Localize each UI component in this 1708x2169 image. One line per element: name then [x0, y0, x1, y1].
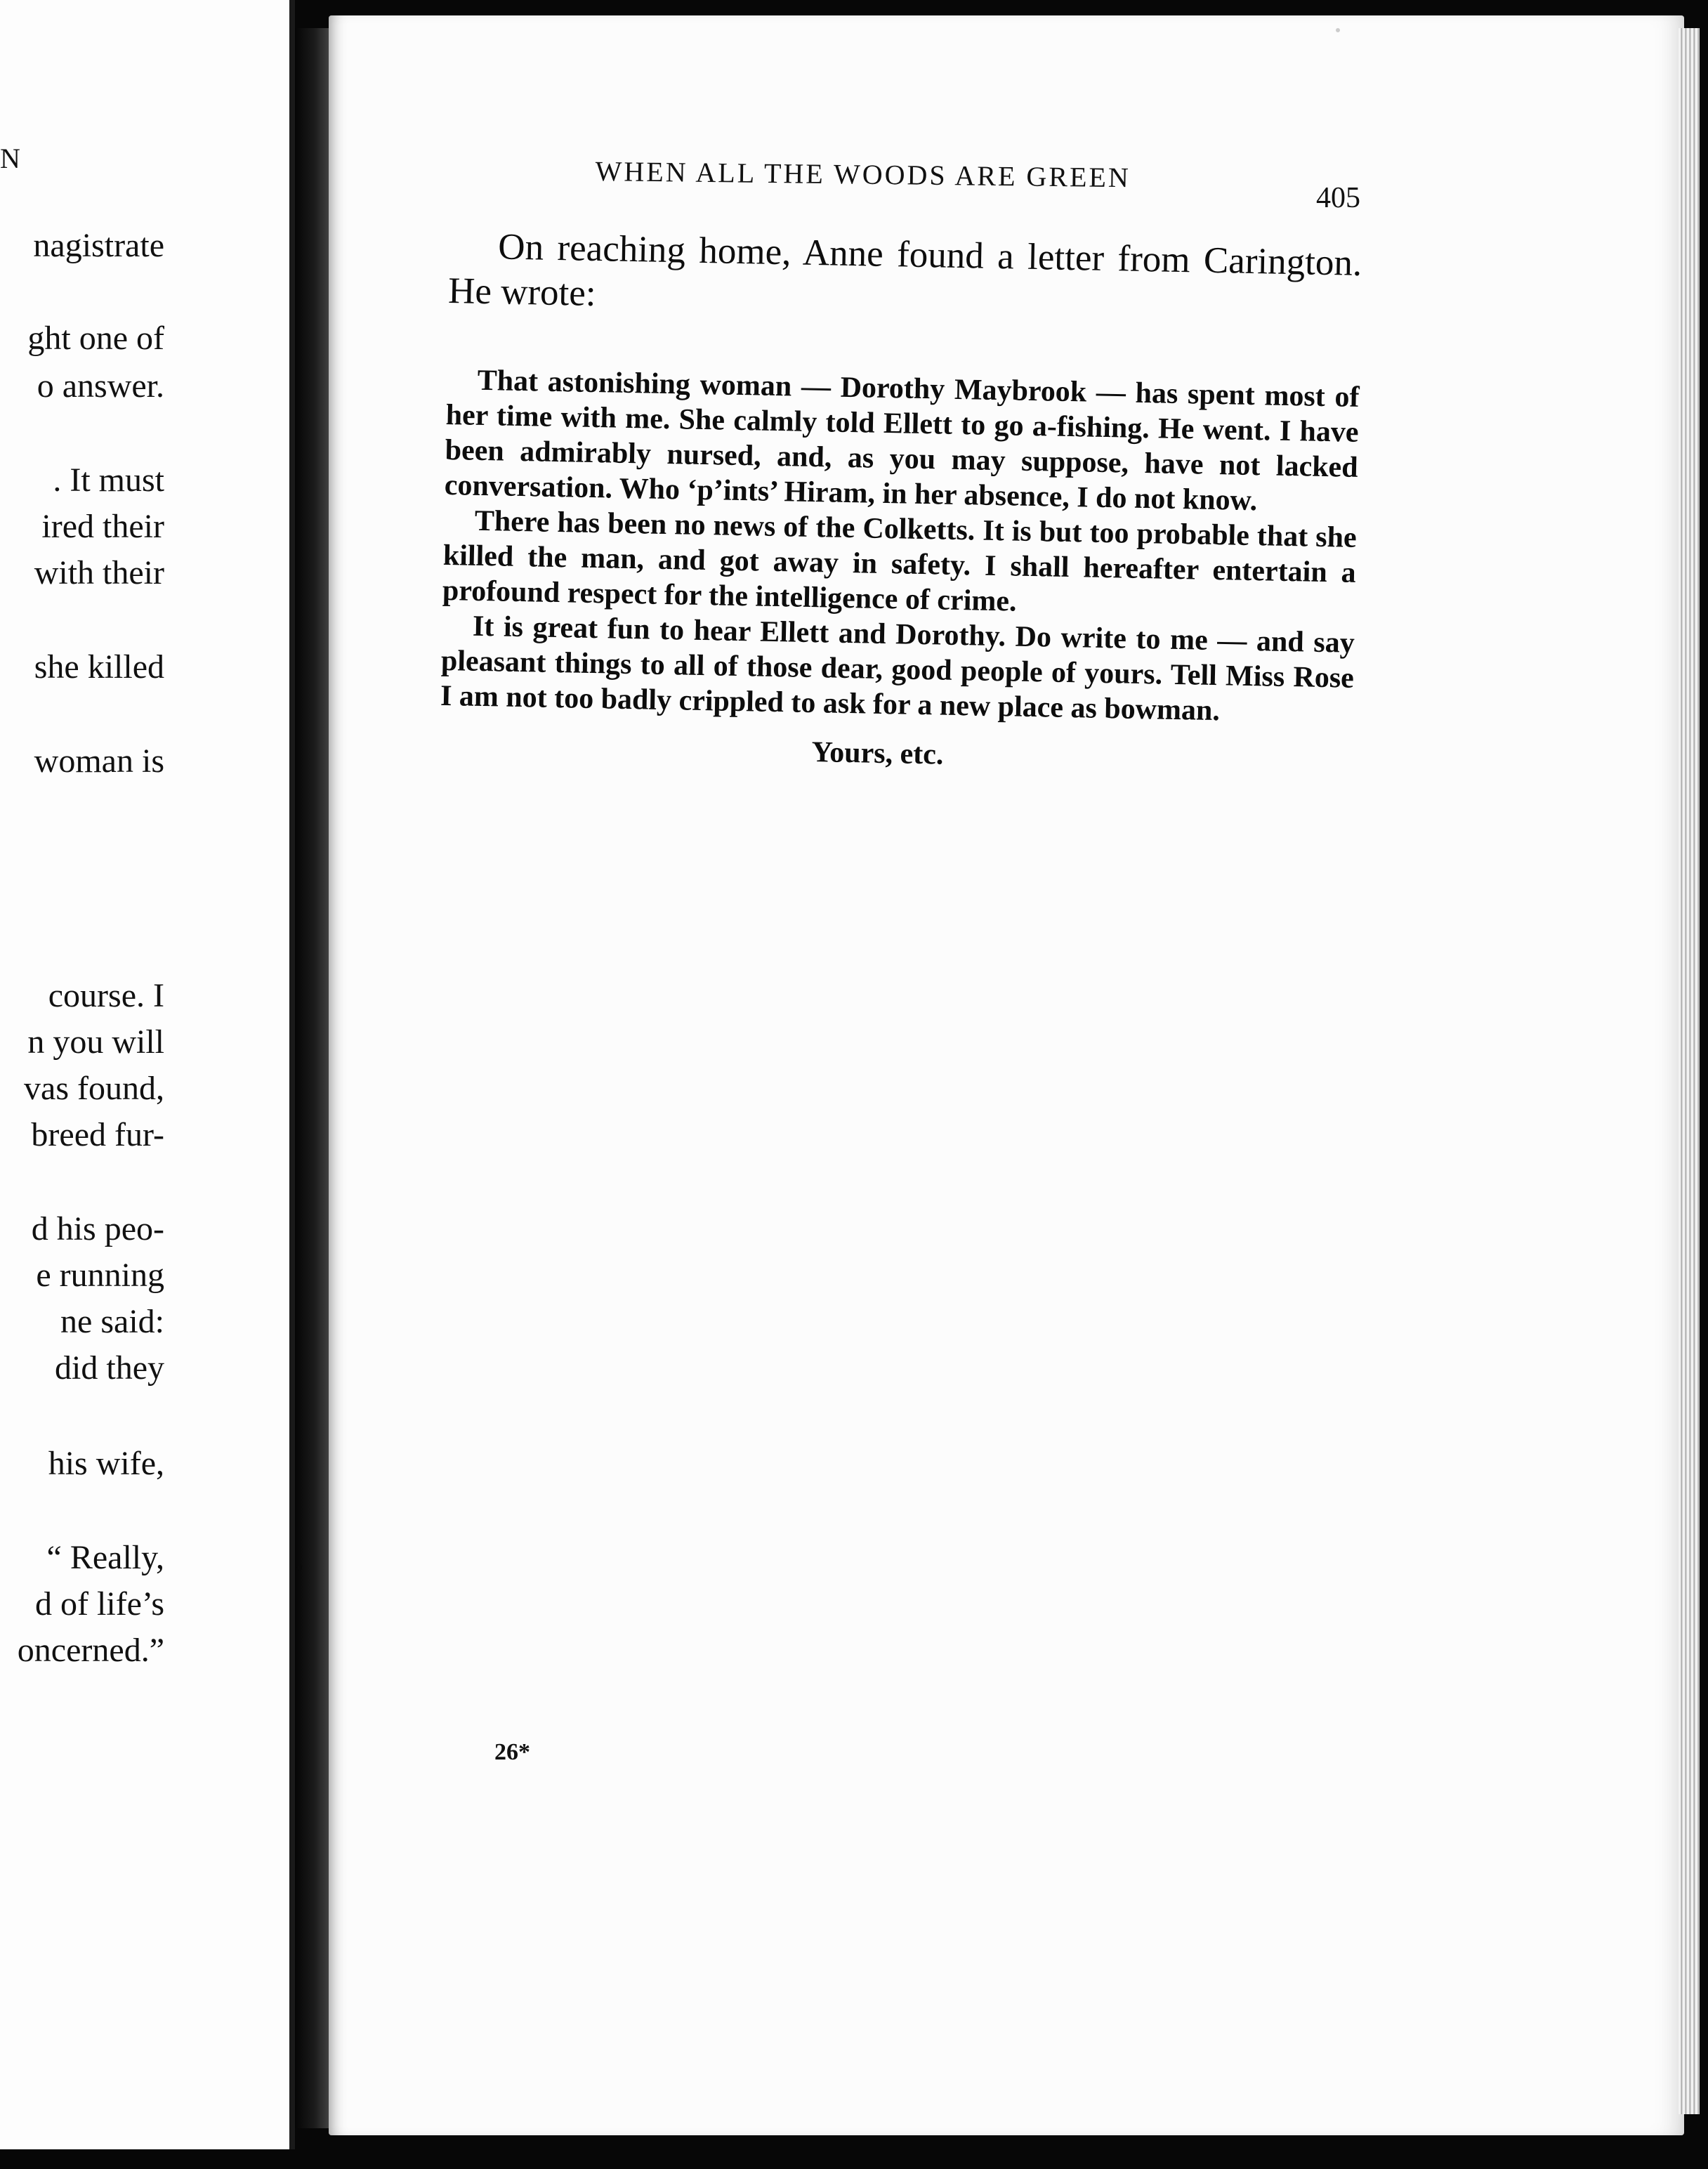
- page-body: [439, 223, 1362, 780]
- left-page-line: ne said:: [60, 1303, 164, 1340]
- letter-paragraph: There has been no news of the Colketts. It is but too probable that she killed the man, and got away in safety. I shall hereafter entertain a profound respect for the intelligence of crime.: [442, 504, 1358, 618]
- left-page-line: she killed: [34, 648, 164, 686]
- letter-paragraph: It is great fun to hear Ellett and Dorothy. Do write to me — and say pleasant things to all of those dear, good people of yours. Tell Miss Rose I am not too badly crippled to ask for a new place as bowman.: [440, 610, 1355, 728]
- signature-mark: 26*: [494, 1739, 530, 1765]
- scan-speck: [1336, 28, 1340, 32]
- page-edges: [1679, 28, 1700, 2114]
- left-page-line: ght one of: [27, 320, 164, 357]
- left-page-line: n you will: [27, 1023, 164, 1061]
- letter-paragraph: That astonishing woman — Dorothy Maybrook — has spent most of her time with me. She calmly told Ellett to go a-fishing. He went. I have been admirably nursed, and, as you may suppose, have not lacked conversation. Who ‘p’ints’ Hiram, in her absence, I do not know.: [444, 364, 1360, 518]
- left-page-line: o answer.: [37, 367, 164, 405]
- left-page-header: N: [0, 143, 22, 174]
- left-page-line: ired their: [41, 508, 164, 545]
- left-page-line: . It must: [53, 461, 164, 499]
- left-page-line: his wife,: [48, 1445, 164, 1482]
- intro-paragraph: On reaching home, Anne found a letter from Carington. He wrote:: [447, 226, 1362, 315]
- left-page-line: nagistrate: [33, 227, 164, 264]
- left-page-line: did they: [55, 1349, 164, 1387]
- left-page-line: course. I: [48, 977, 164, 1014]
- letter-block: [439, 362, 1360, 780]
- running-head: WHEN ALL THE WOODS ARE GREEN: [595, 155, 1131, 194]
- left-page-line: with their: [34, 554, 164, 591]
- book-gutter: [295, 28, 330, 2128]
- scan-speck: [298, 1564, 302, 1571]
- left-facing-page: [0, 0, 295, 2149]
- left-page-line: vas found,: [24, 1070, 164, 1107]
- left-page-line: woman is: [34, 742, 164, 780]
- left-page-line: e running: [36, 1257, 164, 1294]
- left-page-line: oncerned.”: [17, 1632, 164, 1669]
- left-page-line: d his peo-: [31, 1210, 164, 1247]
- page-number: 405: [1316, 182, 1360, 214]
- left-page-line: “ Really,: [46, 1539, 164, 1576]
- left-page-line: breed fur-: [31, 1116, 164, 1153]
- left-page-line: d of life’s: [35, 1585, 164, 1623]
- letter-closing: Yours, etc.: [811, 736, 944, 771]
